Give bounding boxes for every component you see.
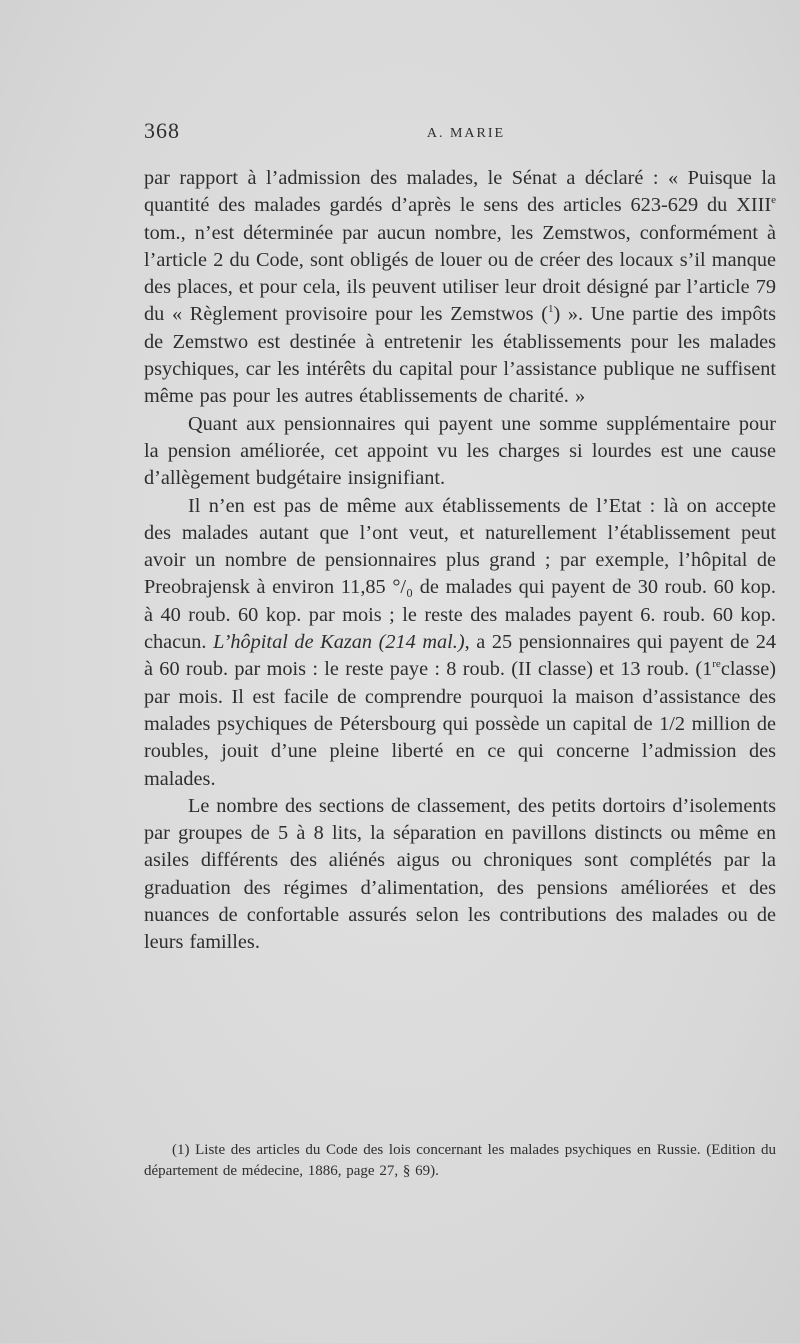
paragraph (144, 411, 776, 493)
footnote: (1) Liste des articles du Code des lois concernant les malades psychiques en Russie. (Edition du département de médecine, 1886, page 27, § 69). (144, 1142, 776, 1179)
superscript: re (712, 658, 721, 671)
paragraph (144, 493, 776, 793)
text-run: par rapport à l’admission des malades, le Sénat a déclaré : « Puisque la quantité des malades gardés d’après le sens des articles 623-629 du XIII (144, 167, 776, 217)
text-run: tom., n’est déterminée par aucun nombre, les Zemstwos, conformément à l’article 2 du Code, sont obligés de louer ou de créer des locaux s’il manque des places, et pour cela, ils peuvent utiliser leur droit désigné par l’article 79 du « Règlement provisoire pour les Zemstwos ( (144, 221, 776, 326)
text-run: ) ». Une partie des impôts de Zemstwo est destinée à entretenir les établissements pour les malades psychiques, car les intérêts du capital pour l’assistance publique ne suffisent même pas pour les autres établissements de charité. » (144, 303, 776, 408)
body-text (144, 165, 776, 957)
italic-text: L’hôpital de Kazan (214 mal.) (213, 631, 465, 654)
page-number: 368 (144, 118, 180, 143)
running-head: A. MARIE (426, 126, 506, 141)
text-run: Le nombre des sections de classement, des petits dortoirs d’isolements par groupes de 5 à 8 lits, la séparation en pavillons distincts ou même en asiles différents des aliénés aigus ou chroniques sont complétés par la graduation des régimes d’alimentation, des pensions améliorées et des nuances de confortable assurés selon les contributions des malades ou de leurs familles. (144, 794, 776, 954)
paragraph (144, 165, 776, 411)
superscript: e (771, 194, 776, 207)
text-run: , a 25 pensionnaires qui payent de 24 à 60 roub. par mois : le reste paye : 8 roub. (II classe) et 13 roub. (1 (144, 631, 776, 681)
page-header (144, 118, 774, 158)
text-run: Quant aux pensionnaires qui payent une somme supplémentaire pour la pension améliorée, cet appoint vu les charges si lourdes est une cause d’allègement budgétaire insignifiant. (144, 412, 776, 490)
superscript: 1 (548, 303, 554, 316)
paragraph (144, 793, 776, 957)
text-run: classe) par mois. Il est facile de comprendre pourquoi la maison d’assistance des malades psychiques de Pétersbourg qui possède un capital de 1/2 million de roubles, jouit d’une pleine liberté en ce qui concerne l’admission des malades. (144, 658, 776, 790)
text-run: Il n’en est pas de même aux établissements de l’Etat : là on accepte des malades autant que l’ont veut, et naturellement l’établissement peut avoir un nombre de pensionnaires plus grand ; par exemple, l’hôpital de Preobrajensk à environ 11,85 °/₀ de malades qui payent de 30 roub. 60 kop. à 40 roub. 60 kop. par mois ; le reste des malades payent 6. roub. 60 kop. chacun. (144, 494, 776, 654)
